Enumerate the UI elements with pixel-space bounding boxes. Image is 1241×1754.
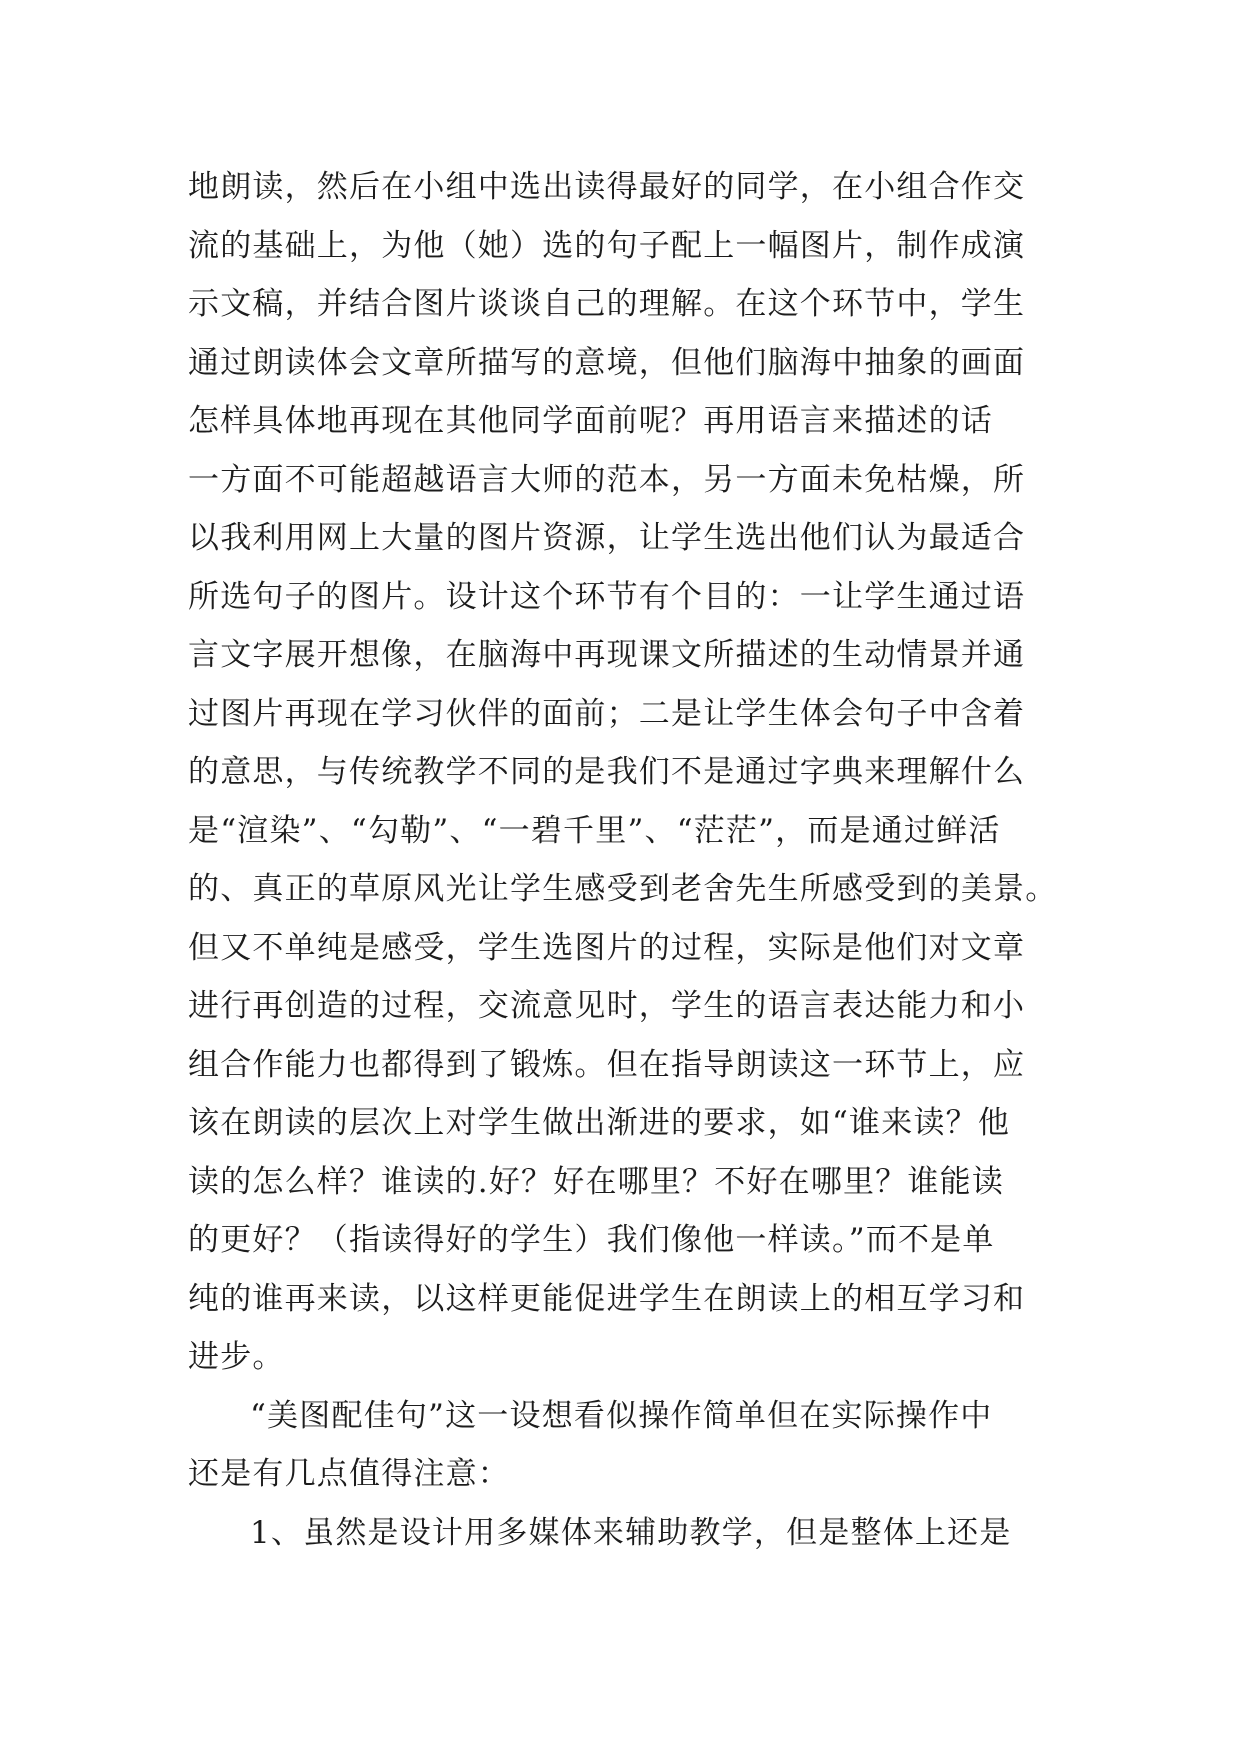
text-line: 一方面不可能超越语言大师的范本，另一方面未免枯燥，所 bbox=[188, 461, 1026, 498]
text-line: 组合作能力也都得到了锻炼。但在指导朗读这一环节上，应 bbox=[188, 1046, 1026, 1083]
text-line: 示文稿，并结合图片谈谈自己的理解。在这个环节中，学生 bbox=[188, 286, 1026, 322]
text-line: 的更好？（指读得好的学生）我们像他一样读。”而不是单 bbox=[188, 1222, 995, 1258]
text-line: 是“渲染”、“勾勒”、“一碧千里”、“茫茫”，而是通过鲜活 bbox=[188, 812, 1001, 849]
text-line: 地朗读，然后在小组中选出读得最好的同学，在小组合作交 bbox=[188, 169, 1026, 205]
paragraph-image-caption-notes bbox=[188, 1387, 1058, 1504]
text-line: 进步。 bbox=[188, 1339, 285, 1375]
text-line: 言文字展开想像，在脑海中再现课文所描述的生动情景并通 bbox=[188, 637, 1026, 673]
text-line: 通过朗读体会文章所描写的意境，但他们脑海中抽象的画面 bbox=[188, 344, 1026, 381]
text-line: 流的基础上，为他（她）选的句子配上一幅图片，制作成演 bbox=[188, 227, 1026, 264]
paragraph-reading-activity bbox=[188, 158, 1058, 1387]
text-line: 但又不单纯是感受，学生选图片的过程，实际是他们对文章 bbox=[188, 929, 1026, 966]
text-line: 进行再创造的过程，交流意见时，学生的语言表达能力和小 bbox=[188, 988, 1026, 1024]
text-line: 过图片再现在学习伙伴的面前；二是让学生体会句子中含着 bbox=[188, 695, 1026, 732]
paragraph-list-item-1 bbox=[188, 1504, 1058, 1563]
document-body bbox=[188, 158, 1058, 1562]
text-line: 读的怎么样？谁读的.好？好在哪里？不好在哪里？谁能读 bbox=[188, 1163, 1005, 1200]
text-line: 纯的谁再来读，以这样更能促进学生在朗读上的相互学习和 bbox=[188, 1280, 1026, 1317]
text-line: 的意思，与传统教学不同的是我们不是通过字典来理解什么 bbox=[188, 754, 1026, 790]
text-line: 还是有几点值得注意： bbox=[188, 1456, 510, 1492]
text-line: 怎样具体地再现在其他同学面前呢？再用语言来描述的话 bbox=[188, 403, 993, 439]
text-line: 的、真正的草原风光让学生感受到老舍先生所感受到的美景。 bbox=[188, 871, 1058, 907]
text-line: 以我利用网上大量的图片资源，让学生选出他们认为最适合 bbox=[188, 520, 1026, 556]
text-line: 该在朗读的层次上对学生做出渐进的要求，如“谁来读？他 bbox=[188, 1105, 1011, 1141]
text-line: 1、虽然是设计用多媒体来辅助教学，但是整体上还是 bbox=[250, 1514, 1012, 1551]
text-line: 所选句子的图片。设计这个环节有个目的：一让学生通过语 bbox=[188, 578, 1026, 615]
text-line: “美图配佳句”这一设想看似操作简单但在实际操作中 bbox=[250, 1397, 993, 1434]
